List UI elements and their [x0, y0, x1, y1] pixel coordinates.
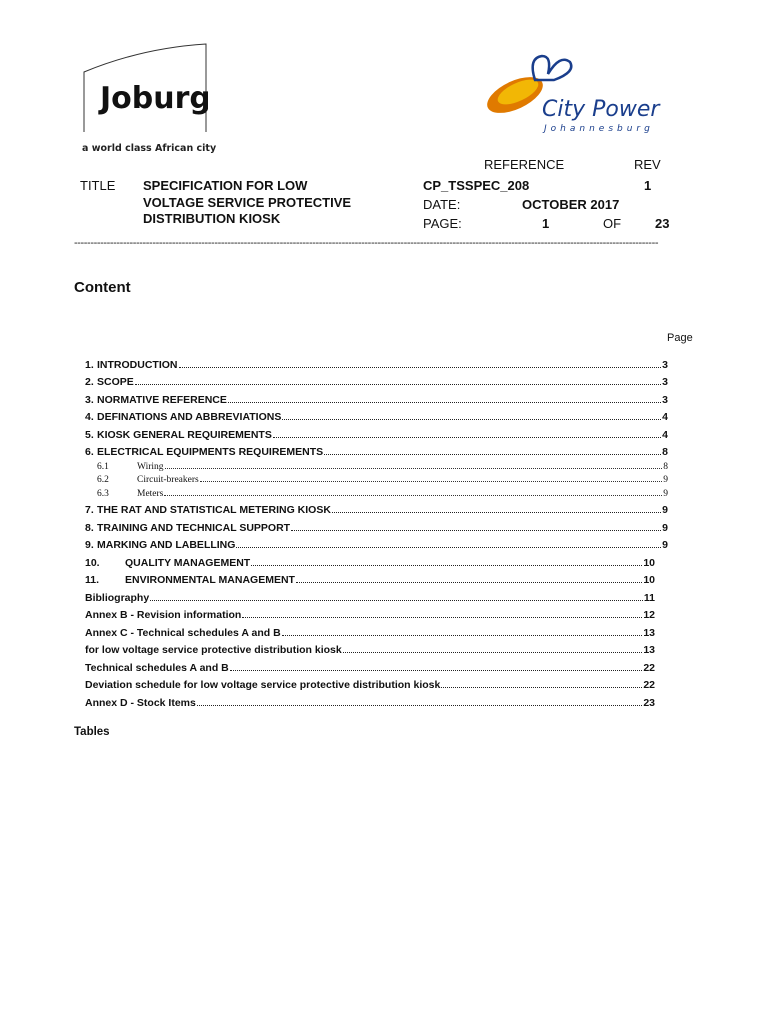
toc-leader	[282, 418, 661, 420]
toc-leader	[230, 669, 643, 671]
title-line-3: DISTRIBUTION KIOSK	[143, 211, 281, 226]
city-power-name: City Power	[542, 97, 660, 122]
joburg-logo	[82, 42, 208, 134]
toc-num: 7.	[85, 504, 94, 516]
toc-text: Deviation schedule for low voltage service protective distribution kiosk	[85, 679, 441, 691]
toc-subentry[interactable]	[85, 485, 668, 499]
toc-text: QUALITY MANAGEMENT	[125, 556, 251, 569]
toc-sub-text: Wiring	[137, 461, 164, 472]
date-value: OCTOBER 2017	[522, 197, 620, 212]
title-line-2: VOLTAGE SERVICE PROTECTIVE	[143, 195, 352, 210]
joburg-tagline: a world class African city	[82, 143, 217, 154]
toc-text: NORMATIVE REFERENCE	[97, 393, 227, 406]
toc-entry[interactable]	[85, 639, 655, 657]
toc-sub-page: 9	[663, 488, 668, 499]
rev-value: 1	[644, 178, 652, 193]
toc-entry[interactable]	[85, 604, 655, 622]
toc-subentry[interactable]	[85, 472, 668, 486]
toc-page: 8	[662, 446, 668, 458]
toc-text: MARKING AND LABELLING	[97, 539, 236, 551]
toc-text: INTRODUCTION	[97, 358, 178, 371]
toc-text: TRAINING AND TECHNICAL SUPPORT	[97, 521, 291, 534]
toc-num: 9.	[85, 539, 94, 551]
of-label: OF	[603, 216, 622, 231]
reference-value: CP_TSSPEC_208	[423, 178, 530, 193]
toc-leader	[164, 494, 662, 496]
toc-leader	[200, 480, 663, 482]
toc-page: 22	[643, 679, 655, 691]
city-power-logo	[480, 50, 695, 140]
toc-text: ENVIRONMENTAL MANAGEMENT	[125, 574, 295, 586]
toc-entry[interactable]	[85, 516, 668, 534]
toc-page: 4	[662, 428, 668, 441]
toc-entry[interactable]	[85, 551, 655, 569]
toc-page: 22	[643, 661, 655, 674]
toc-page: 23	[643, 696, 655, 709]
toc-page: 9	[662, 539, 668, 551]
toc-text: Annex C - Technical schedules A and B	[85, 626, 281, 639]
toc-leader	[135, 383, 661, 385]
toc-page: 10	[643, 556, 655, 569]
toc-leader	[332, 511, 661, 513]
header-separator: -----------------------------------------------------------------------------------------------------------------------------------------------------------------------------------	[74, 237, 659, 249]
toc-leader	[236, 546, 661, 548]
toc-leader	[150, 599, 643, 601]
toc-leader	[179, 366, 662, 368]
toc-page: 13	[643, 626, 655, 639]
toc-sub-page: 9	[663, 475, 668, 485]
toc-subentry[interactable]	[85, 458, 668, 472]
toc-leader	[296, 581, 642, 583]
title-line-1: SPECIFICATION FOR LOW	[143, 178, 308, 193]
page-value: 1	[542, 216, 550, 231]
title-label: TITLE	[80, 178, 116, 193]
date-label: DATE:	[423, 197, 461, 212]
toc-text: for low voltage service protective distribution kiosk	[85, 644, 342, 656]
toc-entry[interactable]	[85, 441, 668, 459]
toc-page: 13	[643, 644, 655, 656]
toc-text: KIOSK GENERAL REQUIREMENTS	[97, 428, 272, 441]
toc-entry[interactable]	[85, 586, 655, 604]
toc-num: 2.	[85, 376, 94, 388]
content-heading: Content	[74, 279, 131, 296]
toc-leader	[228, 401, 661, 403]
toc-page: 10	[643, 574, 655, 586]
toc-page: 3	[662, 358, 668, 371]
page-column-label: Page	[667, 332, 693, 344]
toc-text: Technical schedules A and B	[85, 661, 229, 674]
table-of-contents	[85, 353, 668, 709]
toc-page: 9	[662, 521, 668, 534]
toc-entry[interactable]	[85, 691, 655, 709]
toc-page: 3	[662, 376, 668, 388]
toc-page: 3	[662, 393, 668, 406]
toc-num: 1.	[85, 358, 94, 371]
toc-entry[interactable]	[85, 371, 668, 389]
toc-entry[interactable]	[85, 388, 668, 406]
toc-leader	[242, 616, 642, 618]
toc-leader	[197, 704, 642, 706]
toc-sub-page: 8	[663, 461, 668, 472]
city-power-sub: Johannesburg	[544, 124, 654, 134]
toc-leader	[165, 467, 663, 469]
tables-heading: Tables	[74, 726, 110, 738]
toc-sub-num: 6.3	[97, 488, 109, 499]
toc-num: 8.	[85, 521, 94, 534]
toc-leader	[251, 564, 642, 566]
toc-leader	[324, 453, 661, 455]
toc-sub-text: Meters	[137, 488, 164, 499]
toc-text: DEFINATIONS AND ABBREVIATIONS	[97, 411, 282, 423]
page-label: PAGE:	[423, 216, 462, 231]
toc-num: 4.	[85, 411, 94, 423]
toc-num: 6.	[85, 446, 94, 458]
toc-entry[interactable]	[85, 674, 655, 692]
toc-num: 5.	[85, 428, 94, 441]
toc-leader	[291, 529, 661, 531]
total-pages: 23	[655, 216, 670, 231]
toc-text: THE RAT AND STATISTICAL METERING KIOSK	[97, 504, 331, 516]
toc-leader	[273, 436, 661, 438]
toc-entry[interactable]	[85, 499, 668, 517]
toc-leader	[282, 634, 643, 636]
toc-entry[interactable]	[85, 569, 655, 587]
toc-leader	[343, 651, 643, 653]
toc-page: 11	[643, 591, 655, 604]
toc-text: SCOPE	[97, 376, 134, 388]
toc-num: 10.	[85, 556, 100, 569]
toc-leader	[441, 686, 642, 688]
toc-sub-num: 6.1	[97, 461, 109, 472]
toc-entry[interactable]	[85, 423, 668, 441]
toc-text: Annex B - Revision information	[85, 609, 242, 621]
toc-entry[interactable]	[85, 656, 655, 674]
toc-entry[interactable]	[85, 534, 668, 552]
toc-sub-text: Circuit-breakers	[137, 475, 199, 485]
toc-num: 11.	[85, 574, 100, 586]
toc-page: 9	[662, 504, 668, 516]
toc-page: 12	[643, 609, 655, 621]
rev-label: REV	[634, 157, 661, 172]
toc-page: 4	[662, 411, 668, 423]
toc-entry[interactable]	[85, 406, 668, 424]
joburg-logo-text: Joburg	[100, 81, 208, 116]
toc-num: 3.	[85, 393, 94, 406]
toc-sub-num: 6.2	[97, 475, 109, 485]
toc-text: Bibliography	[85, 591, 150, 604]
toc-entry[interactable]	[85, 621, 655, 639]
toc-text: Annex D - Stock Items	[85, 696, 196, 709]
toc-entry[interactable]	[85, 353, 668, 371]
toc-text: ELECTRICAL EQUIPMENTS REQUIREMENTS	[97, 446, 324, 458]
reference-label: REFERENCE	[484, 157, 565, 172]
